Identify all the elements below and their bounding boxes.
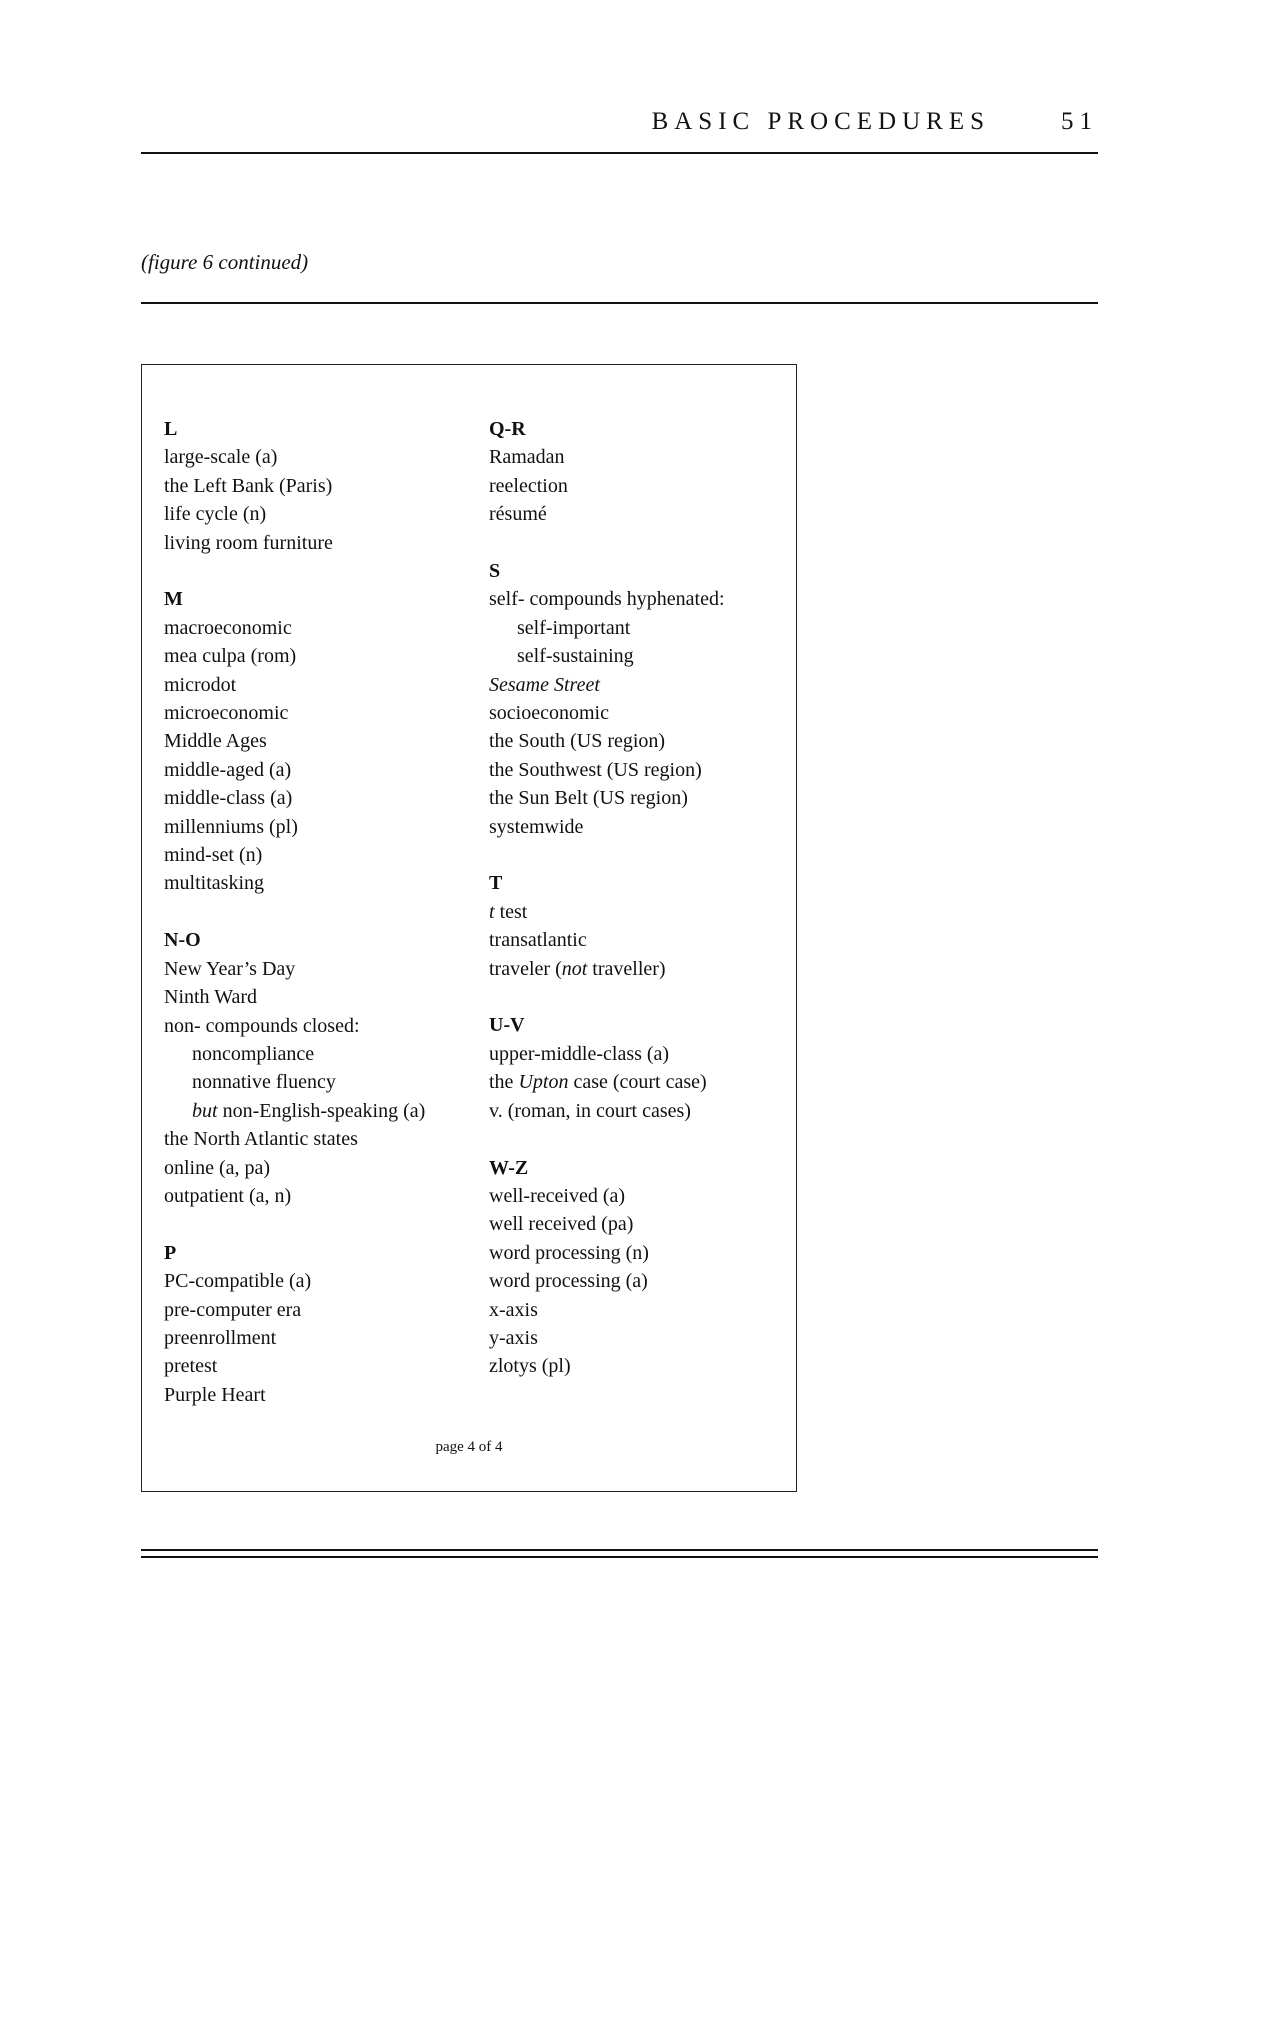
word-list-entry [489,1352,789,1380]
entry-text: word processing (n) [489,1241,649,1264]
word-list-section [164,415,464,557]
entry-text: middle-aged (a) [164,758,292,781]
word-list-entry [164,983,464,1011]
word-list-entry [164,1040,464,1068]
entry-text: non-English-speaking (a) [217,1099,426,1122]
caption-rule [141,302,1098,304]
entry-italic-text: Sesame Street [489,673,600,696]
entry-text: the Southwest (US region) [489,758,702,781]
word-list-section [164,1239,464,1409]
word-list-entry [489,1324,789,1352]
entry-text: Purple Heart [164,1383,266,1406]
word-list-entry [164,671,464,699]
word-list-entry [489,443,789,471]
entry-text: well received (pa) [489,1213,634,1236]
word-list-entry [489,642,789,670]
section-heading: U-V [489,1014,525,1037]
entry-text: living room furniture [164,531,333,554]
word-list-section [489,557,789,841]
word-list-entry [164,1267,464,1295]
entry-text: systemwide [489,815,584,838]
word-list-section [489,415,789,529]
word-list-entry [489,1239,789,1267]
word-list-entry [164,1154,464,1182]
word-list-entry [489,1040,789,1068]
entry-text: x-axis [489,1298,538,1321]
entry-italic-text: t [489,900,495,923]
entry-text: self-important [517,616,631,639]
bottom-rule [141,1549,1098,1551]
word-list-entry [489,1182,789,1210]
entry-text: mind-set (n) [164,844,263,867]
entry-text: traveler ( [489,957,562,980]
word-list-entry [489,1097,789,1125]
word-list-entry [489,614,789,642]
word-list-entry [489,585,789,613]
word-list-entry [164,1381,464,1409]
section-heading: W-Z [489,1156,529,1179]
word-list-entry [164,813,464,841]
left-column [164,415,464,1438]
word-list-entry [164,1182,464,1210]
bottom-rule-double [141,1556,1098,1558]
word-list-entry [489,1068,789,1096]
entry-text: Ninth Ward [164,986,258,1009]
entry-text: New Year’s Day [164,957,296,980]
entry-text: reelection [489,474,568,497]
word-list-entry [164,841,464,869]
word-list-entry [164,1097,464,1125]
entry-text: nonnative fluency [192,1071,336,1094]
word-list-entry [489,926,789,954]
word-list-entry [164,642,464,670]
entry-text: Middle Ages [164,730,267,753]
word-list-section [489,869,789,983]
word-list-section [489,1154,789,1381]
word-list-entry [489,784,789,812]
word-list-entry [489,756,789,784]
entry-italic-text: but [192,1099,218,1122]
word-list-entry [489,671,789,699]
word-list-entry [489,813,789,841]
entry-text: microeconomic [164,702,289,725]
word-list-entry [164,472,464,500]
figure-caption: (figure 6 continued) [141,250,309,274]
entry-text: well-received (a) [489,1184,626,1207]
section-heading: T [489,872,503,895]
entry-text: millenniums (pl) [164,815,298,838]
word-list-entry [164,614,464,642]
entry-text: online (a, pa) [164,1156,271,1179]
word-list-entry [164,1324,464,1352]
entry-text: self- compounds hyphenated: [489,588,725,611]
word-list-entry [164,443,464,471]
word-list-entry [164,1012,464,1040]
word-list-entry [489,727,789,755]
entry-italic-text: Upton [518,1071,569,1094]
entry-text: PC-compatible (a) [164,1270,312,1293]
right-column [489,415,789,1409]
word-list-section [164,585,464,897]
entry-text: middle-class (a) [164,787,293,810]
section-heading: P [164,1241,177,1264]
word-list-entry [164,699,464,727]
word-list-entry [489,898,789,926]
word-list-entry [489,1267,789,1295]
entry-text: outpatient (a, n) [164,1184,292,1207]
entry-text: pretest [164,1355,218,1378]
entry-text: word processing (a) [489,1270,648,1293]
word-list-entry [164,869,464,897]
entry-text: the South (US region) [489,730,666,753]
entry-text: multitasking [164,872,264,895]
word-list-entry [164,1296,464,1324]
word-list-entry [164,1068,464,1096]
word-list-entry [164,727,464,755]
word-list-entry [489,955,789,983]
style-sheet-box [141,364,797,1492]
entry-text: preenrollment [164,1326,277,1349]
word-list-section [489,1011,789,1125]
entry-text: socioeconomic [489,702,609,725]
section-heading: S [489,560,501,583]
entry-text: transatlantic [489,929,587,952]
section-heading: L [164,418,178,440]
entry-text: y-axis [489,1326,538,1349]
word-list-entry [164,784,464,812]
entry-text: zlotys (pl) [489,1355,571,1378]
entry-text: life cycle (n) [164,503,267,526]
word-list-section [164,926,464,1210]
word-list-entry [164,529,464,557]
box-page-indicator: page 4 of 4 [435,1439,503,1455]
entry-text: macroeconomic [164,616,292,639]
entry-text: non- compounds closed: [164,1014,360,1037]
word-list-entry [164,500,464,528]
word-list-entry [164,955,464,983]
section-heading: Q-R [489,418,526,440]
entry-text: pre-computer era [164,1298,302,1321]
entry-text: upper-middle-class (a) [489,1042,670,1065]
entry-text: Ramadan [489,446,565,469]
page-number: 51 [1061,108,1098,135]
entry-text: the Sun Belt (US region) [489,787,688,810]
running-head [141,106,1098,154]
word-list-entry [489,699,789,727]
entry-italic-text: not [561,957,588,980]
entry-text: the North Atlantic states [164,1128,358,1151]
entry-text: v. (roman, in court cases) [489,1099,691,1122]
word-list-entry [489,1296,789,1324]
entry-text: the [489,1071,519,1094]
word-list-entry [489,472,789,500]
word-list-entry [164,756,464,784]
entry-text: noncompliance [192,1042,315,1065]
entry-text: case (court case) [568,1071,707,1094]
entry-text: mea culpa (rom) [164,645,297,668]
entry-text: résumé [489,503,547,526]
word-list-entry [164,1125,464,1153]
entry-text: microdot [164,673,237,696]
entry-text: self-sustaining [517,645,634,668]
entry-text: the Left Bank (Paris) [164,474,333,497]
word-list-entry [164,1352,464,1380]
section-heading: N-O [164,929,201,952]
word-list-entry [489,500,789,528]
word-list-entry [489,1210,789,1238]
entry-text: test [494,900,528,923]
running-title: BASIC PROCEDURES [651,108,990,135]
section-heading: M [164,588,183,611]
entry-text: large-scale (a) [164,446,278,469]
entry-text: traveller) [587,957,666,980]
